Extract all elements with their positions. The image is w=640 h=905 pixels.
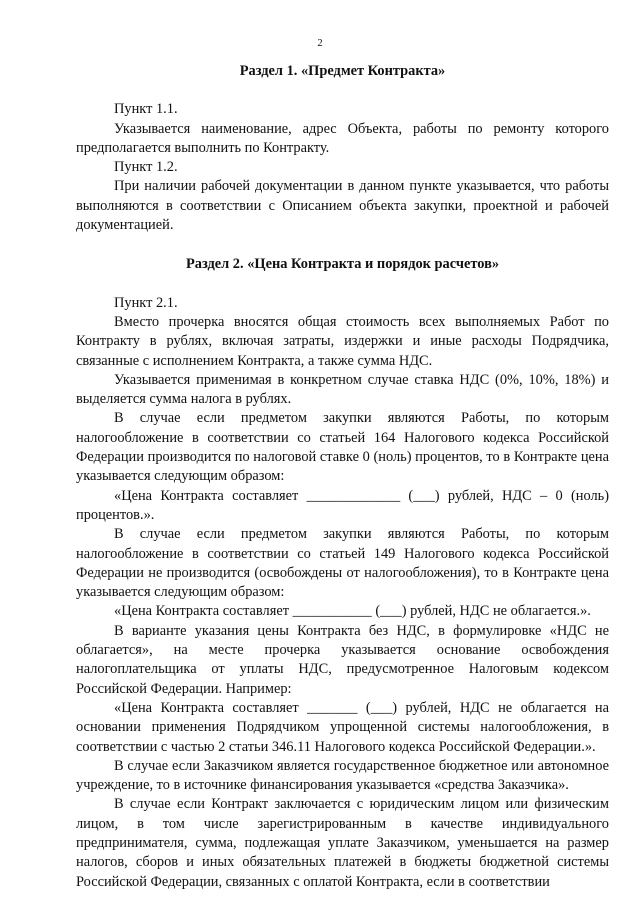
paragraph: Пункт 2.1.: [114, 294, 178, 311]
paragraph: Указывается применимая в конкретном случае ставка НДС (0%, 10%, 18%) и выделяется сумма налога в рублях.: [76, 371, 609, 408]
paragraph: Пункт 1.1.: [114, 101, 178, 118]
section-2-heading: Раздел 2. «Цена Контракта и порядок расчетов»: [185, 256, 500, 273]
paragraph: В варианте указания цены Контракта без НДС, в формулировке «НДС не облагается», на месте прочерка указывается основание освобождения налогоплательщика от уплаты НДС, предусмотренное Налоговым кодексом Российской Федерации. Например:: [76, 622, 609, 697]
section-1-heading: Раздел 1. «Предмет Контракта»: [239, 63, 446, 79]
paragraph: В случае если Контракт заключается с юридическим лицом или физическим лицом, в том числе зарегистрированным в качестве индивидуального предпринимателя, сумма, подлежащая уплате Заказчиком, уменьшается на размер налогов, сборов и иных обязательных платежей в бюджеты бюджетной системы Российской Федерации, связанных с оплатой Контракта, если в соответствии: [76, 796, 609, 890]
paragraph: «Цена Контракта составляет _______ (___) рублей, НДС не облагается на основании применения Подрядчиком упрощенной системы налогообложения, в соответствии с частью 2 статьи 346.11 Налогового кодекса Российской Федерации.».: [76, 699, 609, 755]
paragraph: В случае если Заказчиком является государственное бюджетное или автономное учреждение, то в источнике финансирования указывается «средства Заказчика».: [76, 757, 609, 794]
document-body: [76, 62, 609, 892]
paragraph: В случае если предметом закупки являются Работы, по которым налогообложение в соответствии со статьей 149 Налогового кодекса Российской Федерации не производится (освобождены от налогообложения), то в Контракте цена указывается следующим образом:: [76, 526, 609, 601]
paragraph: «Цена Контракта составляет _____________ (___) рублей, НДС – 0 (ноль) процентов.».: [76, 487, 609, 523]
page-number: 2: [317, 38, 323, 49]
paragraph: Вместо прочерка вносятся общая стоимость всех выполняемых Работ по Контракту в рублях, включая затраты, издержки и иные расходы Подрядчика, связанные с исполнением Контракта, а также сумма НДС.: [76, 313, 609, 369]
paragraph: Указывается наименование, адрес Объекта, работы по ремонту которого предполагается выполнить по Контракту.: [76, 120, 609, 156]
paragraph: При наличии рабочей документации в данном пункте указывается, что работы выполняются в соответствии с Описанием объекта закупки, проектной и рабочей документацией.: [76, 178, 609, 234]
paragraph: «Цена Контракта составляет ___________ (___) рублей, НДС не облагается.».: [114, 603, 591, 620]
paragraph: Пункт 1.2.: [114, 159, 178, 176]
paragraph: В случае если предметом закупки являются Работы, по которым налогообложение в соответствии со статьей 164 Налогового кодекса Российской Федерации производится по налоговой ставке 0 (ноль) процентов, то в Контракте цена указывается следующим образом:: [76, 410, 609, 485]
